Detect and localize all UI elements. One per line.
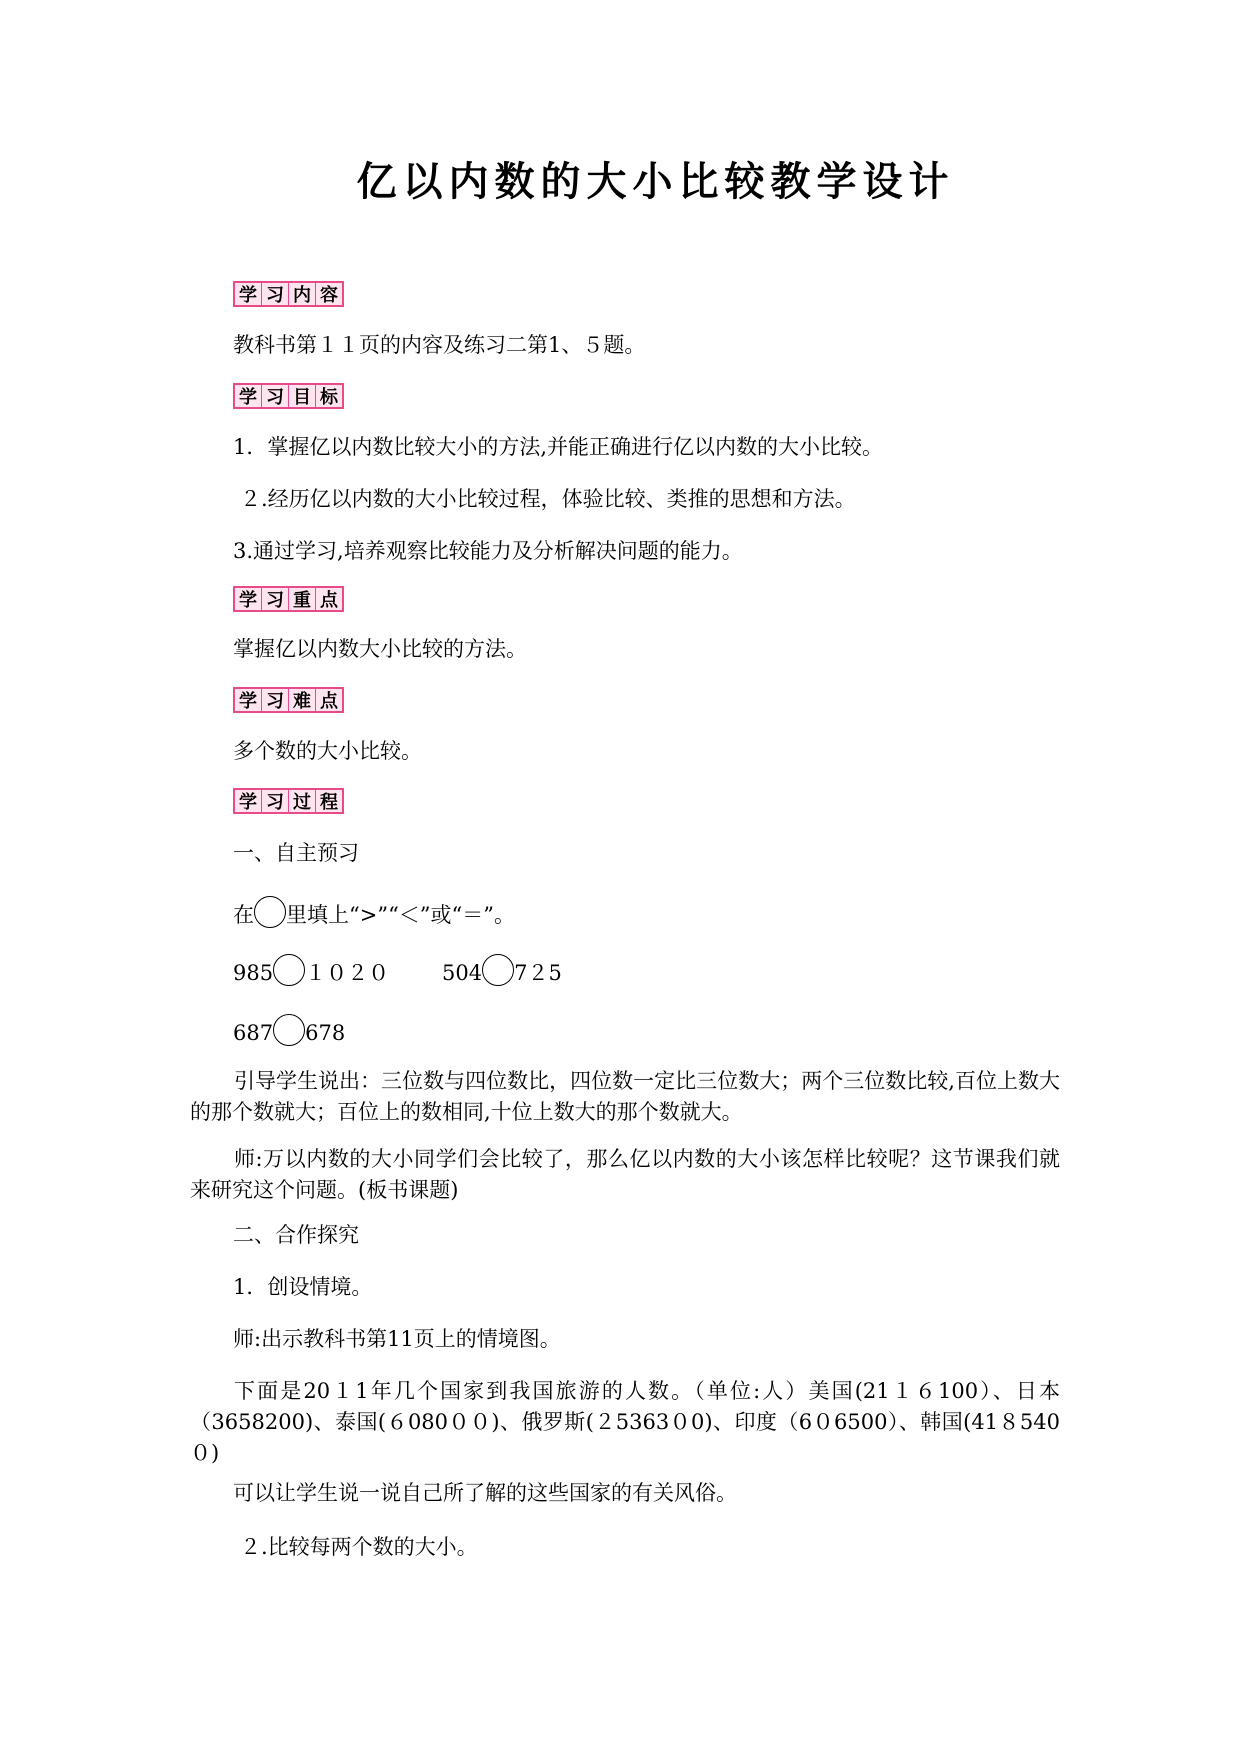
section-label-key xyxy=(233,586,344,612)
section-label-content xyxy=(233,281,344,307)
compare-item xyxy=(233,954,389,988)
label-char: 点 xyxy=(320,691,338,712)
label-char: 标 xyxy=(320,387,338,408)
compare-right: 7２5 xyxy=(514,961,562,985)
part1-heading: 一、自主预习 xyxy=(233,841,359,865)
label-char: 习 xyxy=(262,790,289,812)
label-char: 学 xyxy=(235,283,262,305)
step2-text: ２.比较每两个数的大小。 xyxy=(240,1535,478,1559)
compare-item xyxy=(233,1014,345,1048)
section-label-goals xyxy=(233,383,344,409)
label-char: 习 xyxy=(262,689,289,711)
label-char: 内 xyxy=(289,283,316,305)
compare-left: 985 xyxy=(233,961,274,985)
guide-paragraph: 引导学生说出：三位数与四位数比，四位数一定比三位数大；两个三位数比较,百位上数大的那个数就大；百位上的数相同,十位上数大的那个数就大。 xyxy=(190,1069,1060,1124)
activity-text: 可以让学生说一说自己所了解的这些国家的有关风俗。 xyxy=(233,1481,737,1505)
answer-circle[interactable] xyxy=(273,1014,305,1046)
answer-circle[interactable] xyxy=(254,896,286,928)
page-title: 亿以内数的大小比较教学设计 xyxy=(356,158,955,205)
instruction-after: 里填上“>”“＜”或“＝”。 xyxy=(286,903,516,927)
teacher-paragraph: 师:万以内数的大小同学们会比较了，那么亿以内数的大小该怎样比较呢？这节课我们就来研究这个问题。(板书课题) xyxy=(190,1147,1060,1202)
answer-circle[interactable] xyxy=(273,954,305,986)
step1-teacher-text: 师:出示教科书第11页上的情境图。 xyxy=(233,1327,561,1351)
instruction-before: 在 xyxy=(233,903,254,927)
label-char: 点 xyxy=(320,590,338,611)
compare-right: 678 xyxy=(305,1021,346,1045)
fill-instruction xyxy=(233,896,515,930)
label-char: 过 xyxy=(289,790,316,812)
label-char: 习 xyxy=(262,385,289,407)
part2-heading: 二、合作探究 xyxy=(233,1223,359,1247)
section-label-difficulty xyxy=(233,687,344,713)
goal-item: ２.经历亿以内数的大小比较过程，体验比较、类推的思想和方法。 xyxy=(240,487,856,511)
label-char: 程 xyxy=(320,792,338,813)
content-text: 教科书第１１页的内容及练习二第1、５题。 xyxy=(233,333,646,357)
label-char: 容 xyxy=(320,285,338,306)
step1-text: 1．创设情境。 xyxy=(233,1275,373,1299)
goal-item: 1．掌握亿以内数比较大小的方法,并能正确进行亿以内数的大小比较。 xyxy=(233,435,884,459)
label-char: 学 xyxy=(235,588,262,610)
label-char: 学 xyxy=(235,790,262,812)
difficulty-text: 多个数的大小比较。 xyxy=(233,739,422,763)
goal-item: 3.通过学习,培养观察比较能力及分析解决问题的能力。 xyxy=(233,539,743,563)
answer-circle[interactable] xyxy=(482,954,514,986)
label-char: 学 xyxy=(235,385,262,407)
section-label-process xyxy=(233,788,344,814)
label-char: 目 xyxy=(289,385,316,407)
label-char: 学 xyxy=(235,689,262,711)
compare-left: 504 xyxy=(442,961,483,985)
compare-left: 687 xyxy=(233,1021,274,1045)
compare-item xyxy=(442,954,562,988)
label-char: 重 xyxy=(289,588,316,610)
label-char: 难 xyxy=(289,689,316,711)
key-text: 掌握亿以内数大小比较的方法。 xyxy=(233,637,527,661)
compare-right: １０２０ xyxy=(305,961,390,985)
tourism-paragraph: 下面是20１1年几个国家到我国旅游的人数。（单位:人）美国(21１６100）、日本（3658200)、泰国(６080００)、俄罗斯(２5363０0)、印度（6０6500）、韩国(41８540０) xyxy=(190,1379,1060,1465)
label-char: 习 xyxy=(262,283,289,305)
label-char: 习 xyxy=(262,588,289,610)
